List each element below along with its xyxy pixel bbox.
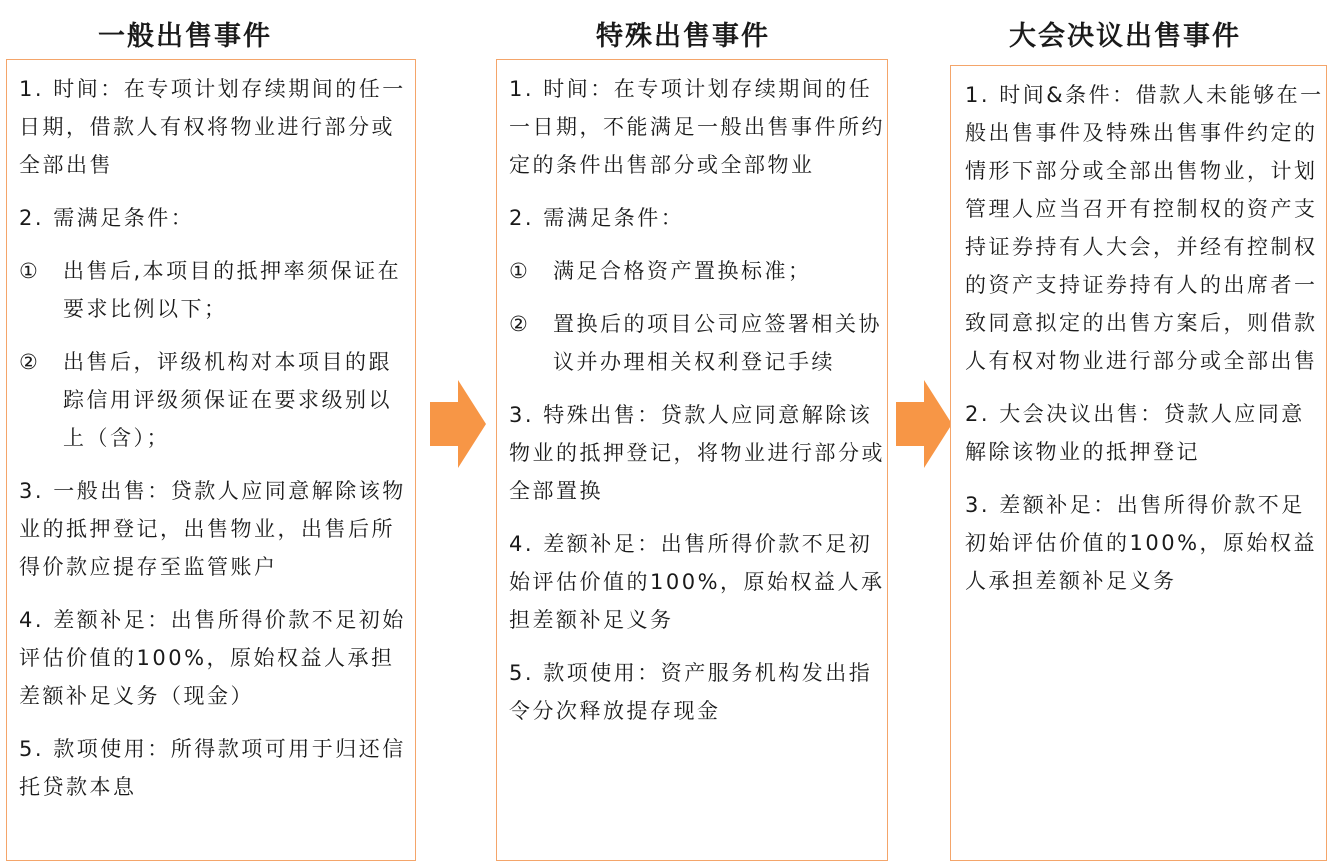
- special-sale: 3. 特殊出售：贷款人应同意解除该物业的抵押登记，将物业进行部分或全部置换: [509, 403, 885, 503]
- condition-number: ①: [19, 259, 41, 283]
- general-sale: 3. 一般出售：贷款人应同意解除该物业的抵押登记，出售物业，出售后所得价款应提存至监管账户: [19, 479, 406, 579]
- condition-number: ①: [509, 259, 531, 283]
- column-title-special: 特殊出售事件: [596, 21, 770, 52]
- general-condition-2: [19, 343, 415, 457]
- general-time: 1. 时间：在专项计划存续期间的任一日期，借款人有权将物业进行部分或全部出售: [19, 77, 406, 177]
- special-time: 1. 时间：在专项计划存续期间的任一日期，不能满足一般出售事件所约定的条件出售部分或全部物业: [509, 77, 885, 177]
- right-arrow-icon: [896, 380, 952, 468]
- special-shortfall: 4. 差额补足：出售所得价款不足初始评估价值的100%，原始权益人承担差额补足义务: [509, 532, 885, 632]
- condition-text: 出售后,本项目的抵押率须保证在要求比例以下；: [63, 259, 402, 321]
- column-title-resolution: 大会决议出售事件: [1009, 21, 1241, 52]
- arrow-shape: [896, 380, 952, 468]
- arrow-shape: [430, 380, 486, 468]
- resolution-time-conditions: 1. 时间&条件：借款人未能够在一般出售事件及特殊出售事件约定的情形下部分或全部出售物业，计划管理人应当召开有控制权的资产支持证券持有人大会，并经有控制权的资产支持证券持有人的出席者一致同意拟定的出售方案后，则借款人有权对物业进行部分或全部出售: [965, 83, 1324, 373]
- special-proceeds-use: 5. 款项使用：资产服务机构发出指令分次释放提存现金: [509, 661, 873, 723]
- condition-text: 满足合格资产置换标准；: [553, 259, 812, 283]
- special-condition-1: [509, 252, 887, 290]
- general-proceeds-use: 5. 款项使用：所得款项可用于归还信托贷款本息: [19, 737, 406, 799]
- general-condition-1: [19, 252, 415, 328]
- condition-number: ②: [509, 312, 531, 336]
- general-conditions-heading: 2. 需满足条件：: [19, 206, 195, 230]
- column-title-general: 一般出售事件: [98, 21, 272, 52]
- right-arrow-icon: [430, 380, 486, 468]
- general-sale-box: [6, 59, 416, 861]
- condition-text: 置换后的项目公司应签署相关协议并办理相关权利登记手续: [553, 312, 882, 374]
- general-shortfall: 4. 差额补足：出售所得价款不足初始评估价值的100%，原始权益人承担差额补足义务（现金）: [19, 608, 406, 708]
- condition-text: 出售后，评级机构对本项目的跟踪信用评级须保证在要求级别以上（含）；: [63, 350, 392, 450]
- resolution-sale-box: [950, 65, 1327, 861]
- resolution-shortfall: 3. 差额补足：出售所得价款不足初始评估价值的100%，原始权益人承担差额补足义务: [965, 493, 1318, 593]
- special-sale-box: [496, 59, 888, 861]
- resolution-sale: 2. 大会决议出售：贷款人应同意解除该物业的抵押登记: [965, 402, 1305, 464]
- special-condition-2: [509, 305, 887, 381]
- condition-number: ②: [19, 350, 41, 374]
- special-conditions-heading: 2. 需满足条件：: [509, 206, 685, 230]
